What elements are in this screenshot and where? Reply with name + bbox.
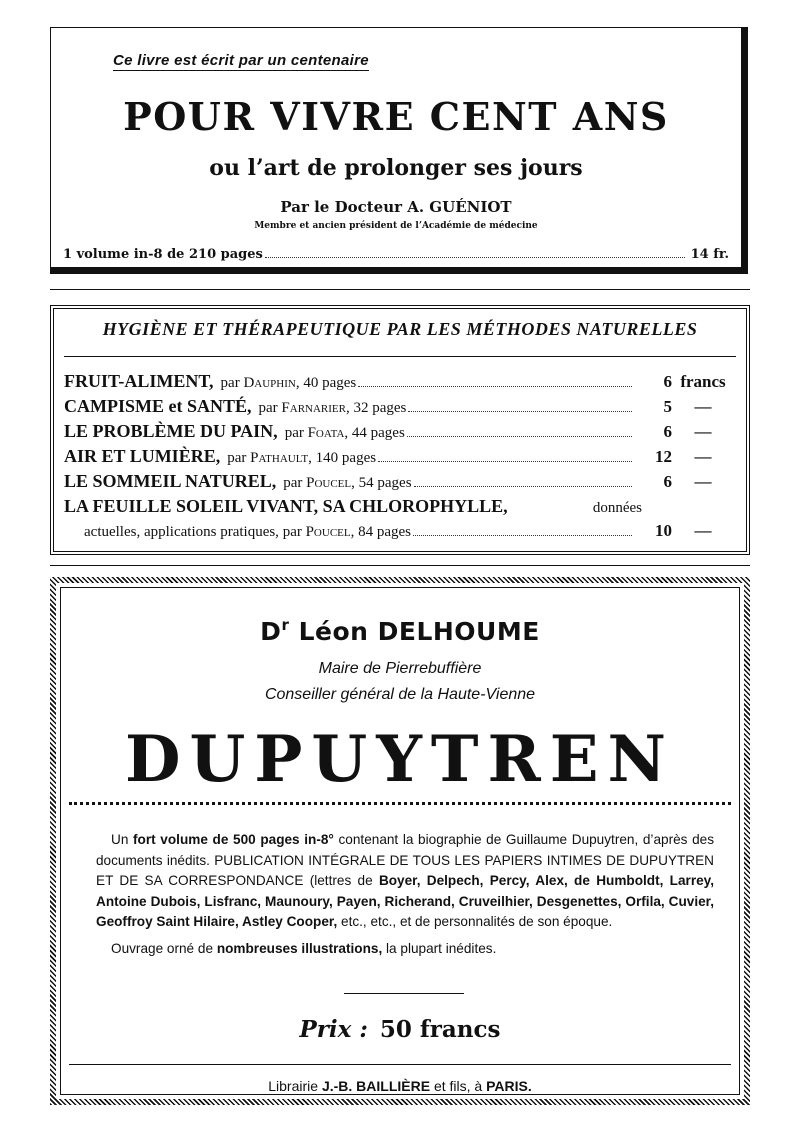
item-price: 12 (655, 447, 672, 466)
author-role-1: Maire de Pierrebuffière (318, 660, 482, 677)
item-pages: 140 pages (315, 450, 377, 466)
item-author: Poucel, (305, 524, 355, 540)
item-by: par (220, 375, 240, 391)
list-item (64, 371, 734, 396)
item-price: 6 (663, 422, 672, 441)
publisher-city: PARIS. (486, 1078, 532, 1094)
author-name (61, 616, 739, 646)
advert-hygiene-therapeutique (50, 305, 750, 555)
dot-leader (378, 461, 632, 462)
header-rule (64, 356, 736, 357)
item-unit: — (694, 521, 712, 540)
title-prefix: D (260, 617, 282, 646)
book-subtitle: ou l’art de prolonger ses jours (209, 155, 583, 181)
item-author: Poucel, (306, 475, 355, 491)
book-description (96, 830, 714, 959)
item-title: LA FEUILLE SOLEIL VIVANT, SA CHLOROPHYLLE, (64, 496, 508, 516)
book-title: POUR VIVRE CENT ANS (123, 94, 669, 139)
item-by: par (227, 450, 247, 466)
volume-price: 14 fr. (690, 247, 729, 262)
list-item (64, 471, 734, 496)
volume-description: 1 volume in-8 de 210 pages (63, 247, 263, 262)
item-title: LE PROBLÈME DU PAIN, (64, 421, 278, 441)
author-role-2: Conseiller général de la Haute-Vienne (264, 686, 536, 703)
item-unit: — (694, 422, 712, 441)
title-superscript: r (281, 616, 290, 634)
dot-leader (413, 535, 632, 536)
item-price: 6 (663, 472, 672, 491)
list-item (64, 496, 734, 521)
volume-line (63, 247, 729, 262)
item-author: Dauphin, (243, 375, 300, 391)
item-pages: 40 pages (303, 375, 357, 391)
item-unit: — (694, 472, 712, 491)
footer-rule (69, 1064, 731, 1065)
dot-leader (358, 386, 632, 387)
item-unit: francs (680, 372, 726, 391)
text-bold: fort volume de 500 pages in-8° (133, 832, 334, 847)
item-description: actuelles, applications pratiques, (84, 524, 279, 540)
description-paragraph (96, 939, 714, 960)
inner-frame (60, 587, 740, 1095)
book-author: Par le Docteur A. GUÉNIOT (280, 198, 512, 216)
dot-leader (265, 257, 685, 258)
advert-dupuytren (50, 577, 750, 1105)
item-by: par (258, 400, 278, 416)
price-label: Prix : (299, 1016, 368, 1043)
text-run: etc., etc., et de personnalités de son époque. (341, 914, 613, 929)
text-run: Librairie (268, 1078, 319, 1094)
item-author: Foata, (307, 425, 349, 441)
item-pages: 54 pages (358, 475, 412, 491)
list-item (64, 421, 734, 446)
item-title: AIR ET LUMIÈRE, (64, 446, 221, 466)
text-run: contenant la biographie de Guillaume Dupuytren, d’après des documents inédits. PUBLICATION INTÉGRALE DE TOUS LES PAPIERS INTIMES DE DUPUYTREN ET DE SA CORRESPONDANCE (lettres de (96, 832, 715, 888)
price-value: 50 francs (379, 1016, 501, 1043)
item-author: Farnarier, (281, 400, 350, 416)
item-pages: 32 pages (353, 400, 407, 416)
item-unit: — (694, 447, 712, 466)
item-pages: 44 pages (351, 425, 405, 441)
item-title: LE SOMMEIL NATUREL, (64, 471, 277, 491)
series-header: HYGIÈNE ET THÉRAPEUTIQUE PAR LES MÉTHODES NATURELLES (102, 319, 698, 339)
item-price: 6 (663, 372, 672, 391)
text-run: Ouvrage orné de (111, 940, 214, 956)
item-by: par (284, 425, 304, 441)
list-item (64, 446, 734, 471)
description-paragraph (96, 830, 714, 933)
publisher-line (61, 1078, 739, 1094)
tagline: Ce livre est écrit par un centenaire (113, 52, 369, 69)
short-rule (344, 993, 464, 994)
dot-leader (414, 486, 632, 487)
advert-pour-vivre-cent-ans (50, 27, 748, 274)
author-role: Membre et ancien président de l’Académie de médecine (254, 221, 538, 231)
item-price: 10 (655, 521, 672, 540)
dot-leader (407, 436, 632, 437)
dot-leader (408, 411, 632, 412)
item-unit: — (694, 397, 712, 416)
separator-rule (50, 289, 750, 290)
text-run: Un (111, 832, 129, 847)
list-item (64, 521, 734, 546)
book-list (64, 371, 734, 546)
item-title: FRUIT-ALIMENT, (64, 371, 214, 391)
text-run: et fils, à (433, 1078, 483, 1094)
text-bold: nombreuses illustrations, (216, 940, 383, 956)
price-line (61, 1016, 739, 1043)
item-description: données (592, 500, 642, 516)
item-pages: 84 pages (358, 524, 412, 540)
publisher-name: J.-B. BAILLIÈRE (321, 1078, 431, 1094)
item-by: par (282, 524, 302, 540)
dotted-rule (69, 802, 731, 805)
list-item (64, 396, 734, 421)
text-run: la plupart inédites. (386, 940, 497, 956)
item-author: Pathault, (250, 450, 312, 466)
item-by: par (283, 475, 303, 491)
text-bold-names: Boyer, Delpech, Percy, Alex, de Humboldt, Larrey, Antoine Dubois, Lisfranc, Maunoury, Payen, Richerand, Cruveilhier, Desgenettes, Orfila, Cuvier, Geoffroy Saint Hilaire, Astley Cooper, (96, 873, 714, 929)
separator-rule (50, 565, 750, 566)
book-title: DUPUYTREN (124, 722, 676, 797)
item-title: CAMPISME et SANTÉ, (64, 396, 252, 416)
item-price: 5 (663, 397, 672, 416)
author-fullname: Léon DELHOUME (298, 617, 540, 646)
